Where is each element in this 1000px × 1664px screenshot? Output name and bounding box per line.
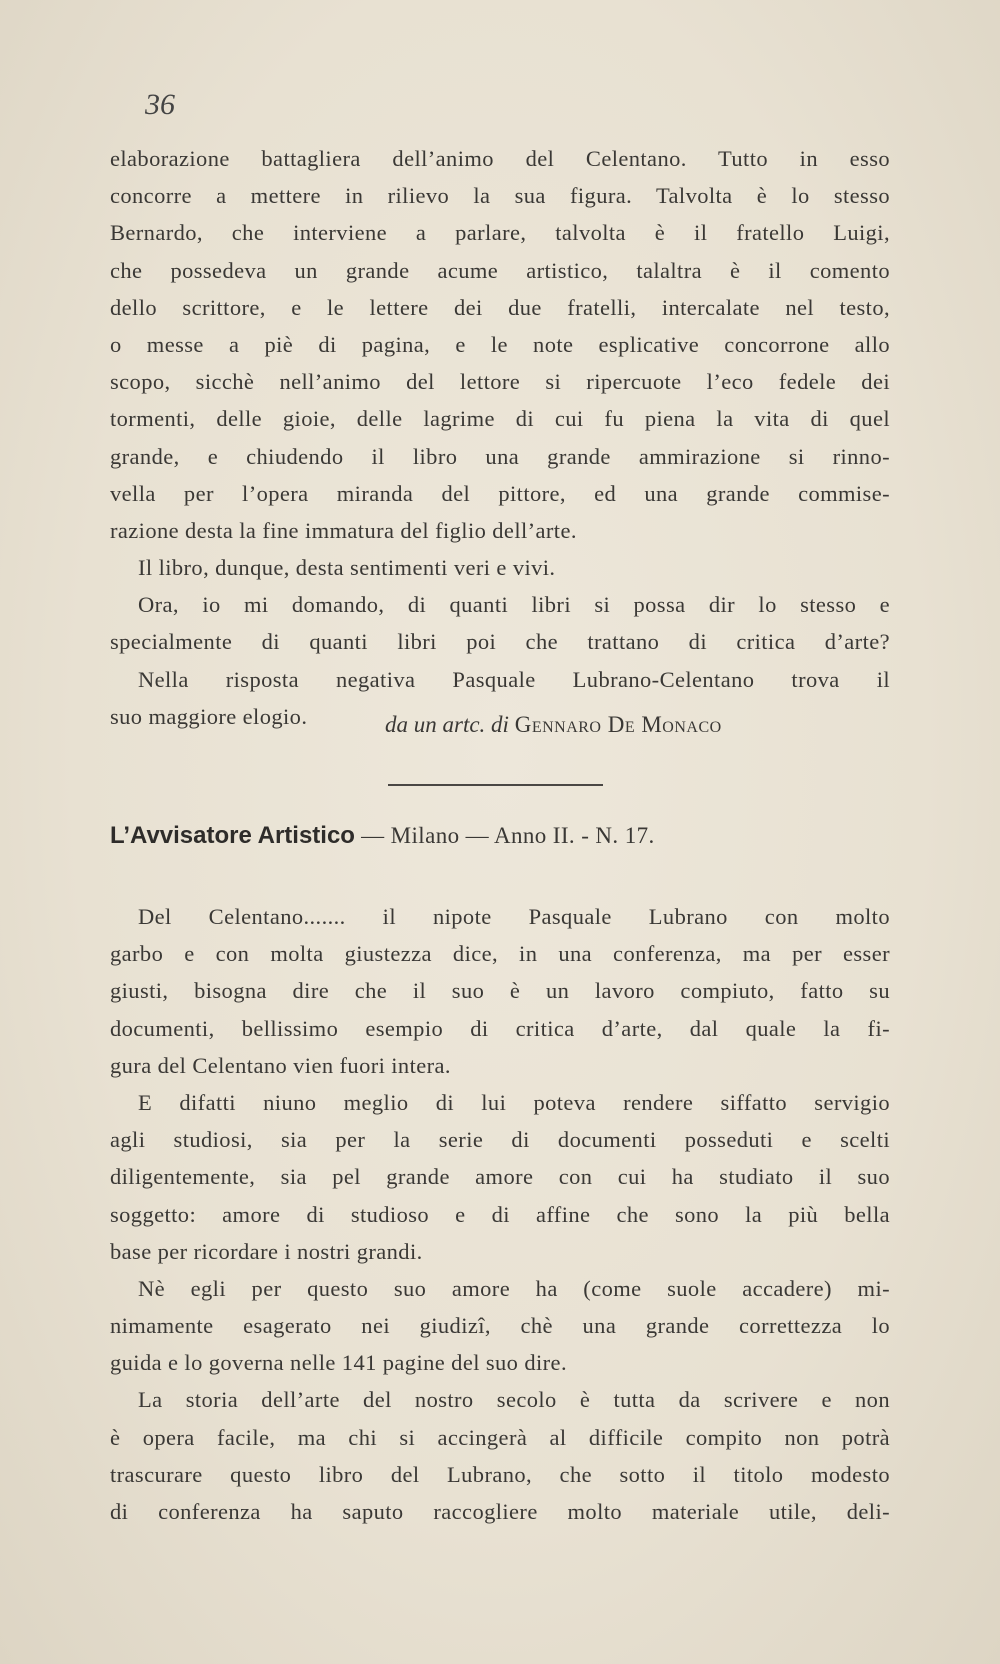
text-line: che possedeva un grande acume artistico, talaltra è il comento <box>110 257 890 283</box>
text-line: documenti, bellissimo esempio di critica d’arte, dal quale la fi- <box>110 1015 890 1041</box>
text-line: vella per l’opera miranda del pittore, ed una grande commise- <box>110 480 890 506</box>
text-line: giusti, bisogna dire che il suo è un lavoro compiuto, fatto su <box>110 978 890 1004</box>
text-line: Ora, io mi domando, di quanti libri si possa dir lo stesso e <box>138 592 890 618</box>
first-section-text <box>110 140 890 735</box>
text-line: Il libro, dunque, desta sentimenti veri e vivi. <box>138 555 556 581</box>
signature-author: Gennaro De Monaco <box>514 712 722 737</box>
text-line: Del Celentano....... il nipote Pasquale Lubrano con molto <box>138 904 890 929</box>
text-line: concorre a mettere in rilievo la sua figura. Talvolta è lo stesso <box>110 183 890 209</box>
text-line: dello scrittore, e le lettere dei due fratelli, intercalate nel testo, <box>110 294 890 320</box>
text-line: razione desta la fine immatura del figlio dell’arte. <box>110 517 577 543</box>
text-line: diligentemente, sia pel grande amore con cui ha studiato il suo <box>110 1164 890 1190</box>
text-line: scopo, sicchè nell’animo del lettore si ripercuote l’eco fedele dei <box>110 369 890 395</box>
text-line: grande, e chiudendo il libro una grande ammirazione si rinno- <box>110 443 890 469</box>
text-line: nimamente esagerato nei giudizî, chè una grande correttezza lo <box>110 1313 890 1339</box>
text-line: base per ricordare i nostri grandi. <box>110 1238 423 1264</box>
text-line: Nè egli per questo suo amore ha (come suole accadere) mi- <box>138 1275 890 1301</box>
text-line: trascurare questo libro del Lubrano, che sotto il titolo modesto <box>110 1461 890 1487</box>
text-line: specialmente di quanti libri poi che trattano di critica d’arte? <box>110 629 890 655</box>
text-line: Nella risposta negativa Pasquale Lubrano-Celentano trova il <box>138 666 890 692</box>
signature-lead: da un artc. di <box>385 712 509 737</box>
second-section-text <box>110 898 890 1530</box>
text-line: elaborazione battagliera dell’animo del Celentano. Tutto in esso <box>110 146 890 171</box>
text-line: garbo e con molta giustezza dice, in una conferenza, ma per esser <box>110 941 890 967</box>
text-line: gura del Celentano vien fuori intera. <box>110 1052 451 1078</box>
page-number: 36 <box>145 88 175 121</box>
text-line: o messe a piè di pagina, e le note esplicative concorrone allo <box>110 331 890 357</box>
section-divider <box>388 784 603 786</box>
signature-line <box>385 712 722 738</box>
text-line: tormenti, delle gioie, delle lagrime di cui fu piena la vita di quel <box>110 406 890 432</box>
periodical-details: — Milano — Anno II. - N. 17. <box>354 823 655 848</box>
text-line: è opera facile, ma chi si accingerà al difficile compito non potrà <box>110 1424 890 1450</box>
text-line: di conferenza ha saputo raccogliere molto materiale utile, deli- <box>110 1499 890 1524</box>
section-heading <box>110 822 655 850</box>
text-line: La storia dell’arte del nostro secolo è tutta da scrivere e non <box>138 1387 890 1413</box>
periodical-title: L’Avvisatore Artistico <box>110 822 355 849</box>
text-line: agli studiosi, sia per la serie di documenti posseduti e scelti <box>110 1127 890 1153</box>
text-line: Bernardo, che interviene a parlare, talvolta è il fratello Luigi, <box>110 220 890 246</box>
text-line: guida e lo governa nelle 141 pagine del suo dire. <box>110 1350 567 1376</box>
text-line: soggetto: amore di studioso e di affine che sono la più bella <box>110 1201 890 1227</box>
text-line: E difatti niuno meglio di lui poteva rendere siffatto servigio <box>138 1089 890 1115</box>
text-line: suo maggiore elogio. <box>110 703 308 729</box>
